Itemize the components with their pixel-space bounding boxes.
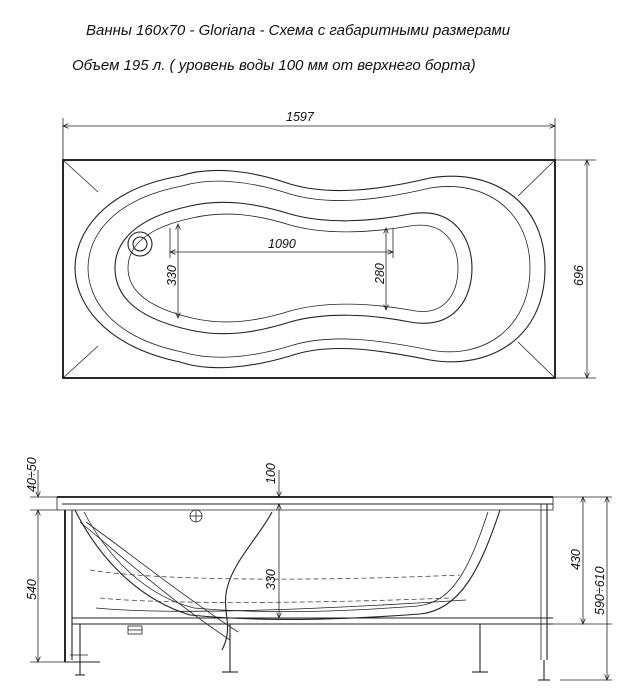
bath-body-profile (75, 510, 500, 619)
side-view (25, 457, 612, 680)
top-view (63, 110, 596, 378)
width-dimension-label: 696 (572, 265, 586, 286)
rim-adjust-label: 40÷50 (25, 457, 39, 492)
apron-height-label: 540 (25, 579, 39, 600)
bath-height-label: 430 (569, 549, 583, 570)
inner-width-right-label: 280 (373, 263, 387, 284)
bowl-outer-contour (75, 170, 545, 367)
depth-label: 330 (264, 569, 278, 590)
drain-outlet (128, 232, 152, 256)
inner-length-label: 1090 (268, 237, 296, 251)
inner-width-left-label: 330 (165, 265, 179, 286)
water-level-label: 100 (264, 463, 278, 484)
total-height-label: 590÷610 (593, 566, 607, 615)
drawing-subtitle: Объем 195 л. ( уровень воды 100 мм от верхнего борта) (72, 57, 476, 74)
length-dimension-label: 1597 (286, 110, 314, 124)
drawing-title: Ванны 160x70 - Gloriana - Схема с габаритными размерами (86, 22, 511, 39)
